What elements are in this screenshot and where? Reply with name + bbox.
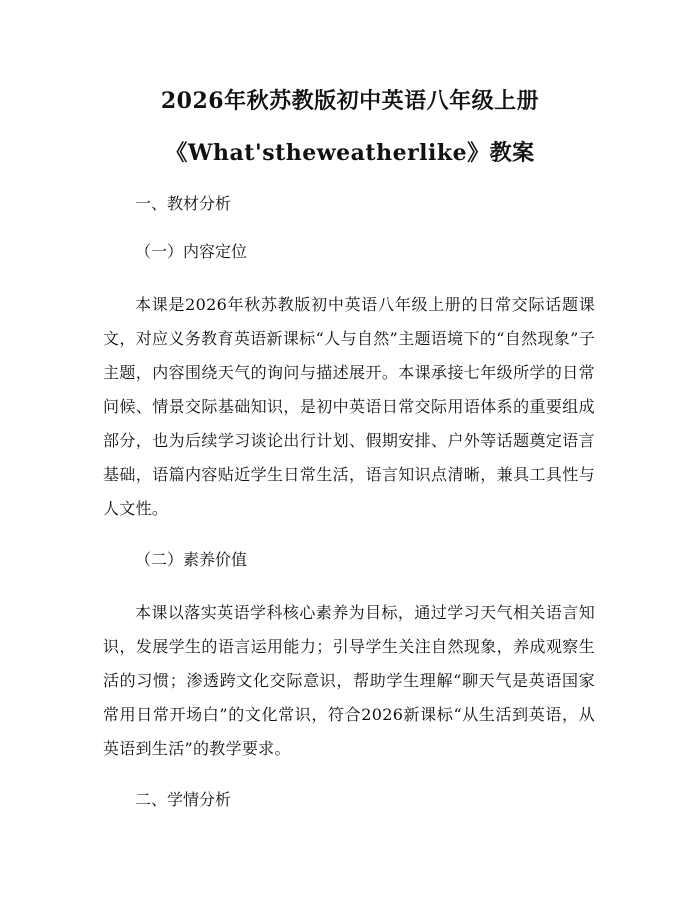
section-heading-textbook-analysis: 一、教材分析: [135, 194, 232, 213]
subsection-heading-literacy-value: （二）素养价值: [135, 550, 248, 569]
section-heading-student-analysis: 二、学情分析: [135, 790, 232, 809]
document-body: [103, 192, 595, 836]
subsection-heading-content-positioning: （一）内容定位: [135, 242, 248, 261]
document-title-line-1: 2026年秋苏教版初中英语八年级上册: [160, 88, 540, 114]
paragraph-content-positioning: 本课是2026年秋苏教版初中英语八年级上册的日常交际话题课文，对应义务教育英语新课标“人与自然”主题语境下的“自然现象”子主题，内容围绕天气的询问与描述展开。本课承接七年级所学的日常问候、情景交际基础知识，是初中英语日常交际用语体系的重要组成部分，也为后续学习谈论出行计划、假期安排、户外等话题奠定语言基础，语篇内容贴近学生日常生活，语言知识点清晰，兼具工具性与人文性。: [103, 295, 595, 518]
document-title-line-2: 《What'stheweatherlike》教案: [165, 140, 535, 166]
paragraph-literacy-value: 本课以落实英语学科核心素养为目标，通过学习天气相关语言知识，发展学生的语言运用能力；引导学生关注自然现象，养成观察生活的习惯；渗透跨文化交际意识，帮助学生理解“聊天气是英语国家常用日常开场白”的文化常识，符合2026新课标“从生活到英语，从英语到生活”的教学要求。: [103, 603, 595, 758]
